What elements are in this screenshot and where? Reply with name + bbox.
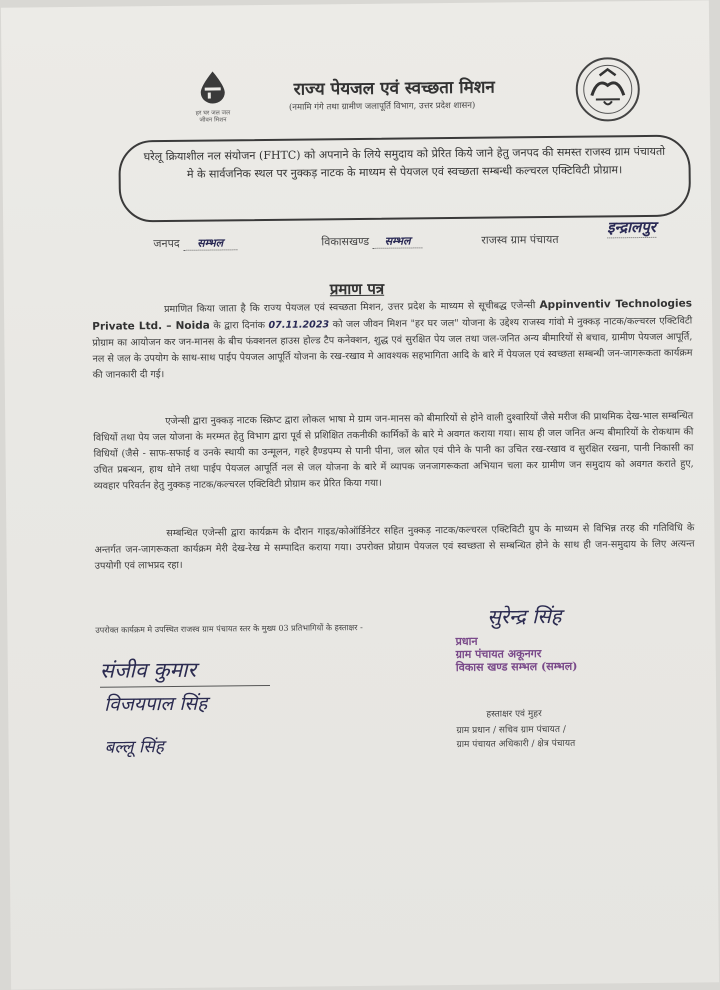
- stamp-line-3: विकास खण्ड सम्भल (सम्भल): [455, 659, 578, 675]
- paragraph-1: [92, 296, 693, 384]
- pradhan-signature: सुरेन्द्र सिंह: [487, 603, 562, 629]
- village-field: [481, 232, 558, 248]
- stamp-line-2: ग्राम पंचायत अकूनगर: [455, 647, 542, 662]
- block-value: सम्भल: [384, 234, 411, 248]
- mission-title: राज्य पेयजल एवं स्वच्छता मिशन: [293, 77, 495, 100]
- signatory-label: हस्ताक्षर एवं मुहर: [486, 709, 542, 720]
- signatory-line-2: ग्राम पंचायत अधिकारी / क्षेत्र पंचायत: [456, 738, 576, 751]
- participant-signature-3: बल्लू सिंह: [104, 737, 164, 758]
- village-value: इन्द्रालपुर: [607, 217, 656, 237]
- participants-note: उपरोक्त कार्यक्रम मे उपस्थित राजस्व ग्राम पंचायत स्तर के मुख्य 03 प्रतिभागियों के हस्ताक्षर -: [95, 622, 363, 635]
- district-value: सम्भल: [197, 236, 224, 250]
- participant-signature-2: विजयपाल सिंह: [104, 692, 208, 716]
- mission-subtitle: (नमामि गंगे तथा ग्रामीण जलापूर्ति विभाग, उत्तर प्रदेश शासन): [288, 100, 476, 113]
- block-field: [321, 233, 422, 249]
- stamp-line-1: प्रधान: [455, 634, 478, 649]
- program-banner: घरेलू क्रियाशील नल संयोजन (FHTC) को अपनाने के लिये समुदाय को प्रेरित किये जाने हेतु जनपद की समस्त राजस्व ग्राम पंचायतो मे के सार्वजनिक स्थल पर नुक्कड़ नाटक के माध्यम से पेयजल एवं स्वच्छता सम्बन्धी कल्चरल एक्टिविटी प्रोग्राम।: [118, 135, 691, 223]
- block-label: विकासखण्ड: [321, 234, 370, 249]
- paragraph-1-rest: को जल जीवन मिशन "हर घर जल" योजना के उद्देश्य राजस्व गांवो मे नुक्कड़ नाटक/कल्चरल एक्टिविटी प्रोग्राम का आयोजन कर जन-मानस के बीच फंक्शनल हाउस होल्ड टैप कनेक्शन, शुद्ध एवं सुरक्षित पेय जल तथा जल-जनित अन्य बीमारियों से बचाव, ग्रामीण पेयजल आपूर्ति, नल से जल के उपयोग के साथ-साथ पाईप पेयजल आपूर्ति योजना के रख-रखाव मे आवश्यक सहभागिता आदि के बारे में पेयजल एवं स्वच्छता सम्बन्धी जन-जागरूकता कार्यक्रम की जानकारी दी गई।: [92, 315, 693, 381]
- pradhan-stamp: [455, 634, 577, 674]
- signature-line-1: [100, 685, 270, 688]
- village-label: राजस्व ग्राम पंचायत: [481, 232, 559, 247]
- har-ghar-jal-logo: [190, 69, 237, 123]
- certificate-title: प्रमाण पत्र: [329, 279, 385, 299]
- up-state-emblem: [573, 55, 642, 124]
- paragraph-1-intro: प्रमाणित किया जाता है कि राज्य पेयजल एवं स्वच्छता मिशन, उत्तर प्रदेश के माध्यम से सूचीबद्ध एजेन्सी: [163, 300, 536, 316]
- paragraph-1-mid: के द्वारा दिनांक: [213, 319, 265, 332]
- agency-name: Appinventiv Technologies Private Ltd. – Noida: [92, 297, 693, 333]
- signatory-line-1: ग्राम प्रधान / सचिव ग्राम पंचायत /: [456, 724, 566, 737]
- participant-signature-1: संजीव कुमार: [99, 657, 197, 683]
- paragraph-3: सम्बन्धित एजेन्सी द्वारा कार्यक्रम के दौरान गाइड/कोऑर्डिनेटर सहित नुक्कड़ नाटक/कल्चरल एक्टिविटी ग्रुप के माध्यम से विभिन्न तरह की गतिविधि के अन्तर्गत जन-जागरूकता कार्यक्रम मेरी देख-रेख मे सम्पादित कराया गया। उपरोक्त प्रोग्राम पेयजल एवं स्वच्छता से सम्बन्धित होने के साथ ही जन-समुदाय के लिए अत्यन्त उपयोगी एवं लाभप्रद रहा।: [94, 522, 695, 572]
- district-field: [153, 235, 237, 251]
- certificate-sheet: [1, 0, 719, 989]
- water-drop-icon: [196, 69, 230, 103]
- paragraph-2: एजेन्सी द्वारा नुक्कड़ नाटक स्क्रिप्ट द्वारा लोकल भाषा मे ग्राम जन-मानस को बीमारियों से होने वाली दुश्वारियों जैसे मरीज की प्राथमिक देख-भाल सम्बन्धित विधियों तथा पेय जल योजना के मरम्मत हेतु विभाग द्वारा पूर्व से प्रशिक्षित तकनीकी कार्मिकों के बारे मे अवगत कराया गया। साथ ही जल जनित अन्य बीमारियों के रोकथाम की विधियों (जैसे - साफ-सफाई व उनके स्थायी का उन्मूलन, गहरे हैण्डपम्प से पानी पीना, जल स्रोत एवं पीने के पानी का उचित रख-रखाव व सुरक्षित रखना, पानी निकासी का उचित प्रबन्धन, हाथ धोने तथा पाईप पेयजल आपूर्ति नल से जल योजना के बारे में व्यापक जनजागरूकता अभियान चला कर ग्रामीण जन समुदाय को अवगत कराते हुए, व्यवहार परिवर्तन हेतु नुक्कड़ नाटक/कल्चरल एक्टिविटी प्रोग्राम कर प्रेरित किया गया।: [93, 410, 694, 492]
- logo-tagline: हर घर जल जल जीवन मिशन: [195, 109, 231, 124]
- district-label: जनपद: [153, 236, 180, 251]
- event-date: 07.11.2023: [268, 319, 330, 331]
